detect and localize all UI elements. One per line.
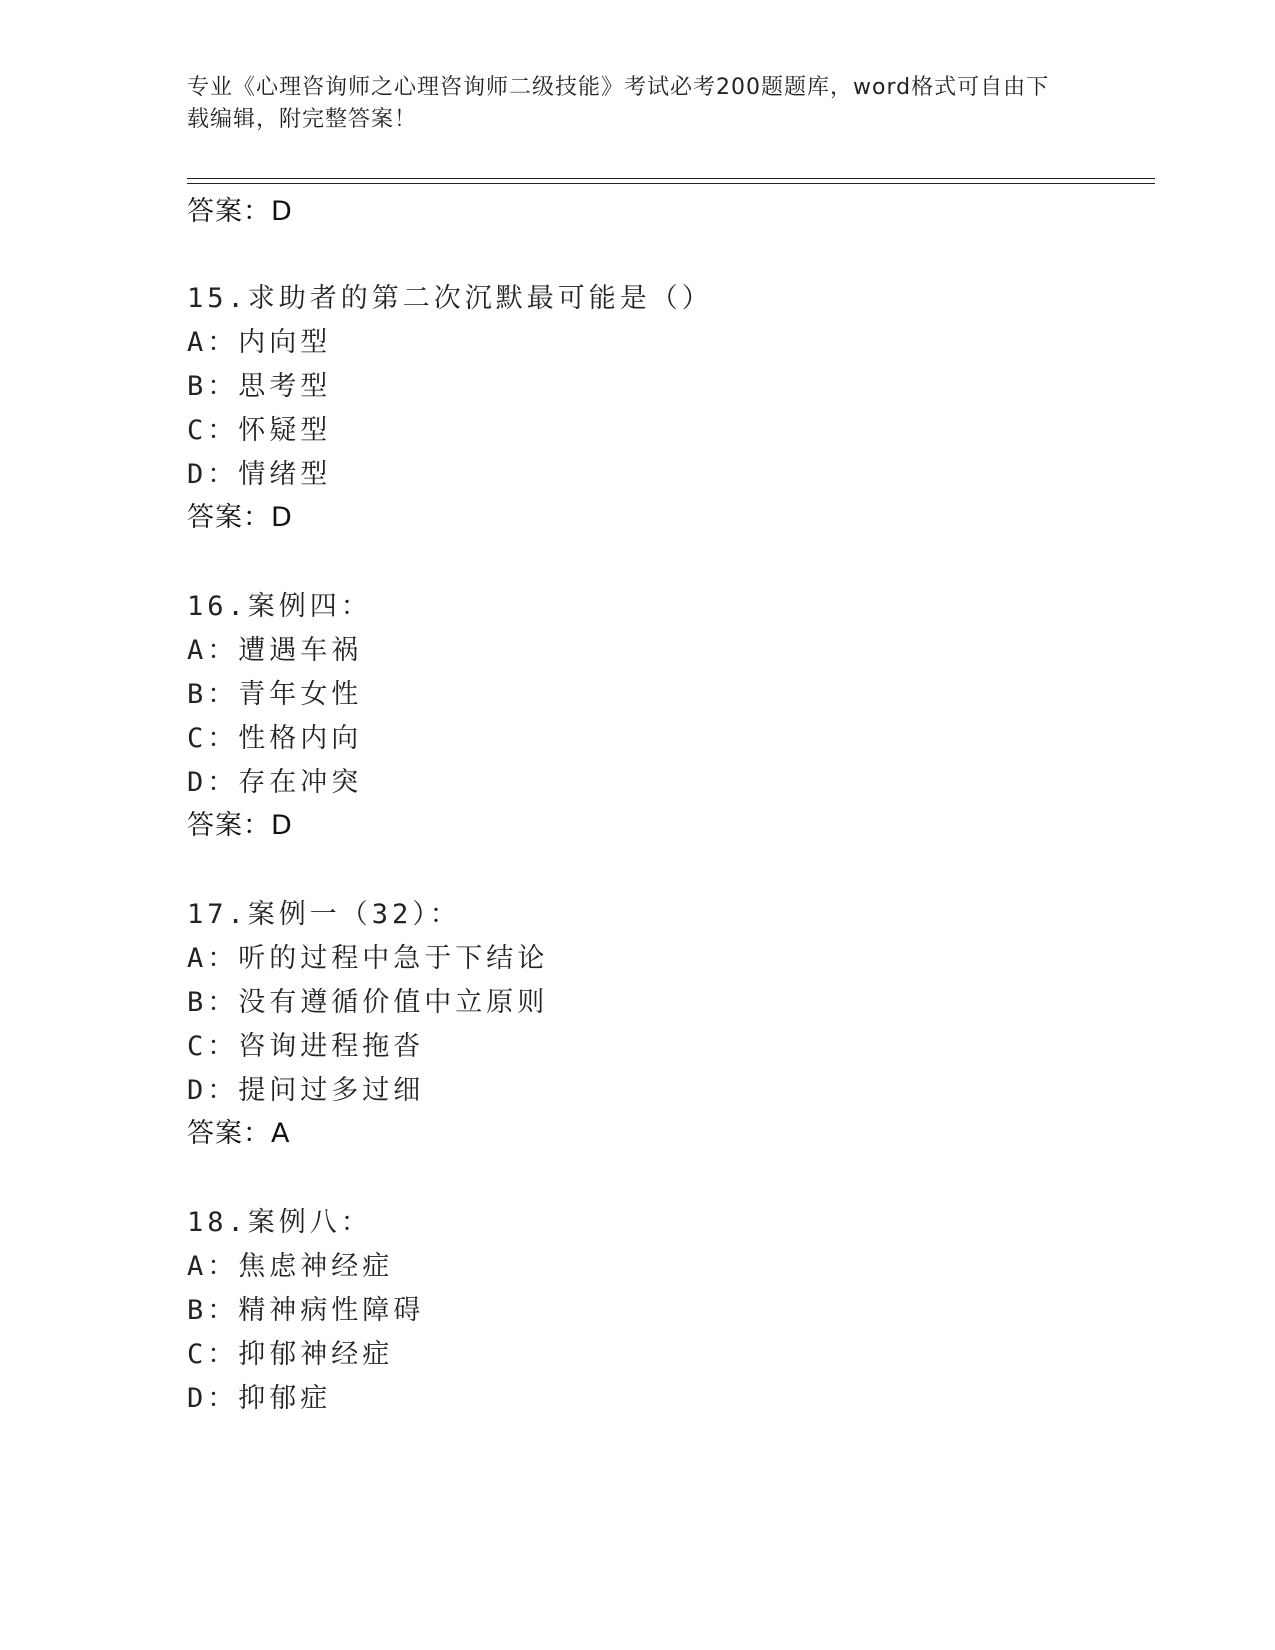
question-15-option-a: A：内向型	[187, 327, 332, 358]
header-divider-bottom	[187, 183, 1155, 184]
question-15: 15.求助者的第二次沉默最可能是（）	[187, 283, 713, 314]
document-header: 专业《心理咨询师之心理咨询师二级技能》考试必考200题题库，word格式可自由下载编辑，附完整答案！	[187, 75, 1050, 132]
question-16-option-d: D：存在冲突	[187, 767, 363, 798]
question-18: 18.案例八：	[187, 1207, 372, 1238]
question-18-option-d: D：抑郁症	[187, 1383, 332, 1414]
question-17-option-d: D：提问过多过细	[187, 1075, 425, 1106]
question-17-option-a: A：听的过程中急于下结论	[187, 943, 549, 974]
question-17-option-c: C：咨询进程拖沓	[187, 1031, 425, 1062]
question-16-option-a: A：遭遇车祸	[187, 635, 363, 666]
question-15-answer: 答案：D	[187, 502, 293, 533]
question-16-option-b: B：青年女性	[187, 679, 363, 710]
question-17: 17.案例一（32）：	[187, 899, 461, 930]
question-15-option-c: C：怀疑型	[187, 415, 332, 446]
question-15-option-b: B：思考型	[187, 371, 332, 402]
question-16-option-c: C：性格内向	[187, 723, 363, 754]
question-16-answer: 答案：D	[187, 810, 293, 841]
question-18-option-c: C：抑郁神经症	[187, 1339, 394, 1370]
answer-14: 答案：D	[187, 196, 293, 227]
question-17-answer: 答案：A	[187, 1118, 291, 1149]
question-16: 16.案例四：	[187, 591, 372, 622]
header-divider-top	[187, 178, 1155, 179]
question-18-option-b: B：精神病性障碍	[187, 1295, 425, 1326]
question-15-option-d: D：情绪型	[187, 459, 332, 490]
question-17-option-b: B：没有遵循价值中立原则	[187, 987, 549, 1018]
question-18-option-a: A：焦虑神经症	[187, 1251, 394, 1282]
